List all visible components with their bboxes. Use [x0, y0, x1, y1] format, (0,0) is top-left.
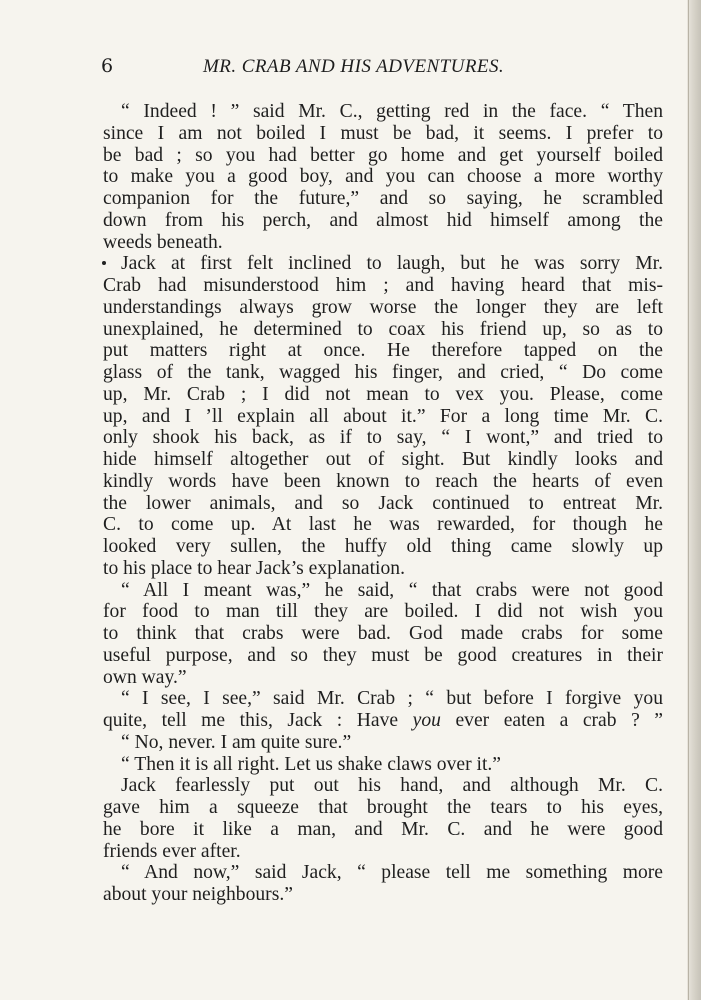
text-line: companion for the future,” and so saying, he scrambled: [103, 188, 663, 209]
text-segment: ever eaten a crab ? ”: [440, 710, 663, 731]
text-line: Jack at first felt inclined to laugh, but he was sorry Mr.: [121, 253, 663, 275]
text-line: “ No, never. I am quite sure.”: [121, 731, 352, 753]
text-line: unexplained, he determined to coax his friend up, so as to: [103, 318, 663, 340]
emphasized-word: you: [412, 710, 441, 731]
text-line: “ All I meant was,” he said, “ that crabs were not good: [121, 579, 663, 601]
text-line: for food to man till they are boiled. I did not wish you: [103, 601, 663, 623]
text-line: “ Then it is all right. Let us shake claws over it.”: [121, 753, 501, 775]
text-line: up, and I ’ll explain all about it.” For a long time Mr. C.: [103, 405, 663, 427]
text-line: down from his perch, and almost hid himself among the: [103, 209, 663, 231]
text-line: useful purpose, and so they must be good creatures in their: [103, 644, 663, 666]
text-line: kindly words have been known to reach the hearts of even: [103, 470, 663, 492]
text-segment: quite, tell me this, Jack : Have: [103, 710, 413, 731]
text-line: weeds beneath.: [103, 231, 223, 253]
text-line: “ Indeed ! ” said Mr. C., getting red in the face. “ Then: [121, 101, 663, 122]
text-line: to think that crabs were bad. God made crabs for some: [103, 623, 663, 644]
text-line: put matters right at once. He therefore tapped on the: [103, 340, 663, 362]
text-line: looked very sullen, the huffy old thing came slowly up: [103, 536, 663, 557]
text-line-emphasis: [103, 710, 663, 732]
ink-speck: [102, 261, 106, 265]
text-line: only shook his back, as if to say, “ I wont,” and tried to: [103, 427, 663, 449]
text-line: Crab had misunderstood him ; and having heard that mis-: [103, 275, 663, 296]
text-line: to his place to hear Jack’s explanation.: [103, 557, 405, 579]
page-binding-edge: [687, 0, 701, 1000]
text-line: understandings always grow worse the longer they are left: [103, 296, 663, 318]
text-line: “ I see, I see,” said Mr. Crab ; “ but before I forgive you: [121, 688, 663, 710]
text-line: “ And now,” said Jack, “ please tell me something more: [121, 862, 663, 884]
text-line: about your neighbours.”: [103, 884, 293, 905]
text-line: to make you a good boy, and you can choose a more worthy: [103, 166, 663, 188]
text-line: he bore it like a man, and Mr. C. and he were good: [103, 818, 663, 840]
text-line: glass of the tank, wagged his finger, and cried, “ Do come: [103, 362, 663, 383]
text-line: C. to come up. At last he was rewarded, for though he: [103, 514, 663, 536]
page-number: 6: [101, 55, 114, 77]
text-line: own way.”: [103, 666, 187, 688]
text-line: up, Mr. Crab ; I did not mean to vex you. Please, come: [103, 383, 663, 405]
text-line: friends ever after.: [103, 840, 241, 862]
page-binding-line: [688, 0, 689, 1000]
text-line: since I am not boiled I must be bad, it seems. I prefer to: [103, 122, 663, 144]
running-title: MR. CRAB AND HIS ADVENTURES.: [203, 56, 505, 77]
page-header: [0, 52, 701, 82]
text-line: gave him a squeeze that brought the tears to his eyes,: [103, 797, 663, 818]
text-line: hide himself altogether out of sight. But kindly looks and: [103, 449, 663, 470]
text-line: the lower animals, and so Jack continued to entreat Mr.: [103, 492, 663, 514]
text-line: Jack fearlessly put out his hand, and although Mr. C.: [121, 775, 663, 797]
text-line: be bad ; so you had better go home and get yourself boiled: [103, 144, 663, 166]
body-text: [103, 101, 663, 906]
